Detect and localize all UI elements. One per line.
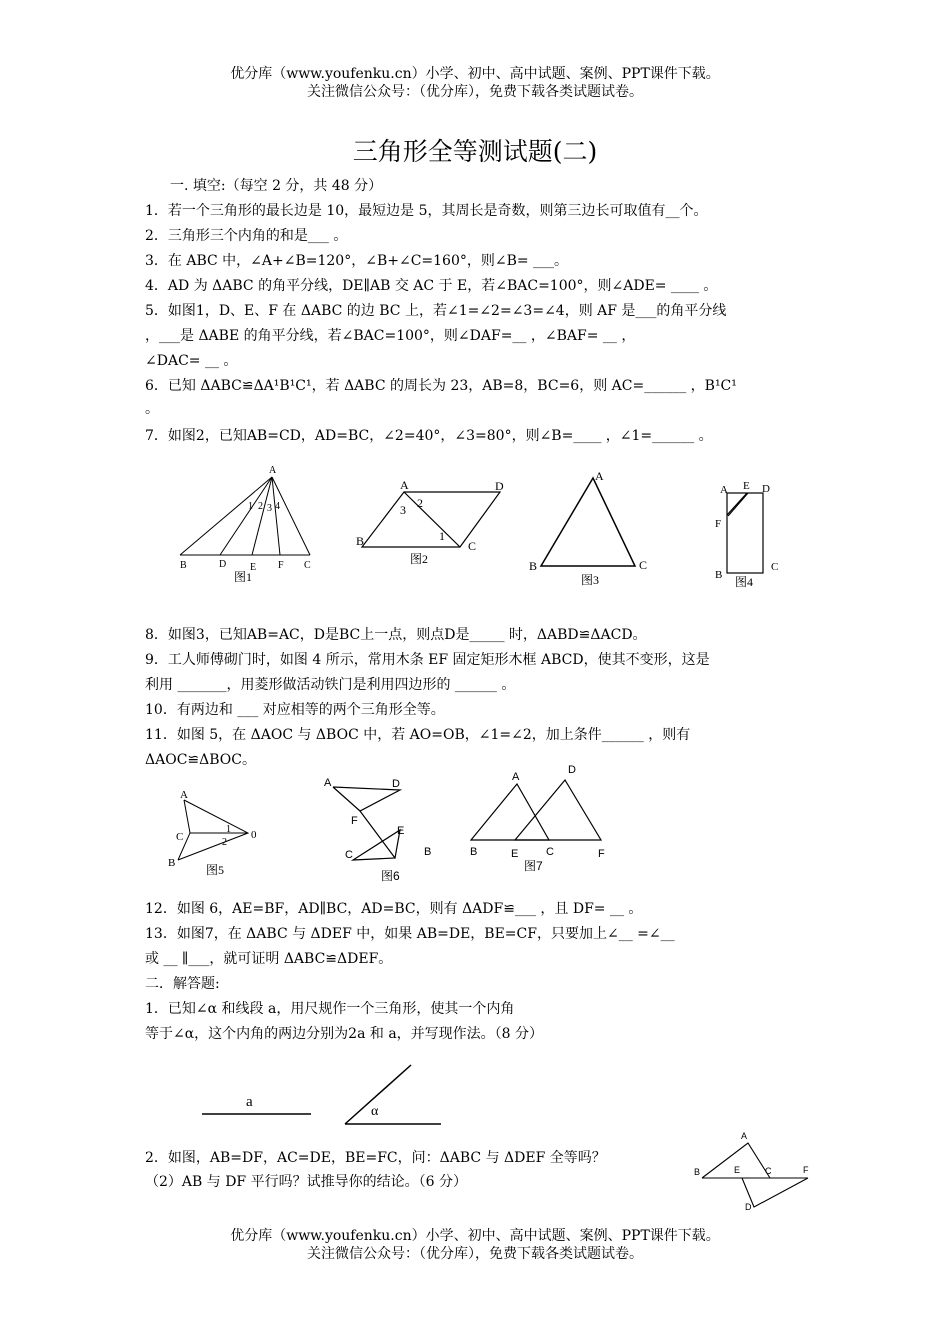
figure-7: [460, 760, 620, 880]
fig1-angle-4: 4: [275, 501, 280, 512]
fig2-label-D: D: [495, 479, 504, 493]
fig3-label-C: C: [639, 558, 648, 572]
fig2-label-B: B: [356, 534, 365, 548]
fig6-label-A: A: [324, 777, 332, 789]
fig1-caption: 图1: [234, 570, 253, 584]
question-8: 8．如图3，已知AB=AC，D是BC上一点，则点D是_____ 时，ΔABD≌ΔACD。: [145, 627, 647, 643]
question-12: 12．如图 6，AE=BF，AD∥BC，AD=BC，则有 ΔADF≌___ ，且 DF= __ 。: [145, 901, 643, 917]
question-2: 2．三角形三个内角的和是___ 。: [145, 228, 348, 244]
fig5-angle-1: 1: [226, 824, 231, 835]
segment-a-label: a: [246, 1094, 253, 1110]
figure-5: [160, 780, 270, 880]
fig3-label-A: A: [595, 469, 604, 483]
question-13-line-1: 13．如图7，在 ΔABC 与 ΔDEF 中，如果 AB=DE，BE=CF，只要加上∠__ =∠__: [145, 926, 675, 942]
question-1: 1．若一个三角形的最长边是 10，最短边是 5，其周长是奇数，则第三边长可取值有__个。: [145, 203, 708, 219]
fig6-label-E: E: [397, 825, 405, 837]
question-11-line-1: 11．如图 5，在 ΔAOC 与 ΔBOC 中，若 AO=OB，∠1=∠2，加上条件______ ，则有: [145, 727, 691, 743]
question-5-line-1: 5．如图1，D、E、F 在 ΔABC 的边 BC 上，若∠1=∠2=∠3=∠4，则 AF 是___的角平分线: [145, 303, 727, 319]
p2fig-label-D: D: [745, 1202, 752, 1212]
angle-alpha-label: α: [371, 1104, 379, 1119]
fig7-label-D: D: [568, 764, 576, 776]
question-5-line-3: ∠DAC= __ 。: [145, 353, 238, 369]
fig5-angle-2: 2: [222, 837, 227, 848]
question-3: 3．在 ABC 中，∠A+∠B=120°，∠B+∠C=160°，则∠B= ___。: [145, 253, 569, 269]
fig7-label-A: A: [512, 771, 520, 783]
figure-6: [315, 770, 445, 888]
fig2-caption: 图2: [410, 552, 429, 566]
question-5-line-2: ，___是 ΔABE 的角平分线，若∠BAC=100°，则∠DAF=__ ，∠BAF= __ ，: [145, 328, 636, 344]
fig5-label-B: B: [168, 857, 176, 869]
fig4-label-D: D: [762, 483, 770, 495]
fig2-label-C: C: [468, 539, 477, 553]
p2fig-label-B: B: [694, 1167, 701, 1177]
header-line-1: 优分库（www.youfenku.cn）小学、初中、高中试题、案例、PPT课件下载。: [230, 66, 720, 82]
fig7-label-C: C: [546, 846, 554, 858]
fig1-label-A: A: [269, 465, 277, 476]
fig2-angle-2: 2: [417, 496, 423, 510]
fig6-caption: 图6: [381, 869, 400, 883]
p2fig-label-C: C: [765, 1166, 772, 1176]
question-9-line-2: 利用 _______，用菱形做活动铁门是利用四边形的 ______ 。: [145, 677, 516, 693]
section-fill-blank-heading: 一. 填空:（每空 2 分，共 48 分）: [170, 178, 383, 194]
fig1-angle-1: 1: [248, 501, 253, 512]
fig1-label-E: E: [250, 562, 257, 573]
fig6-label-B: B: [424, 846, 432, 858]
section-answer-heading: 二．解答题:: [145, 976, 220, 992]
question-4: 4．AD 为 ΔABC 的角平分线，DE∥AB 交 AC 于 E，若∠BAC=100°，则∠ADE= ____ 。: [145, 278, 718, 294]
figure-1: [170, 460, 320, 590]
fig1-label-B: B: [180, 560, 187, 571]
problem-1-line-1: 1．已知∠α 和线段 a，用尺规作一个三角形，使其一个内角: [145, 1001, 515, 1017]
fig4-caption: 图4: [735, 575, 754, 589]
fig1-label-D: D: [219, 559, 227, 570]
fig3-caption: 图3: [581, 573, 600, 587]
fig7-label-F: F: [598, 848, 605, 860]
fig1-label-F: F: [278, 560, 284, 571]
footer-line-2: 关注微信公众号：（优分库），免费下载各类试题试卷。: [307, 1246, 643, 1262]
fig1-angle-2: 2: [258, 501, 263, 512]
p2fig-label-A: A: [741, 1131, 748, 1141]
problem-1-line-2: 等于∠α，这个内角的两边分别为2a 和 a，并写现作法。（8 分）: [145, 1026, 544, 1042]
fig4-label-C: C: [771, 561, 779, 573]
fig4-label-B: B: [715, 569, 723, 581]
fig1-angle-3: 3: [267, 503, 272, 514]
fig1-label-C: C: [304, 560, 311, 571]
figure-2: [350, 475, 510, 575]
fig4-label-F: F: [715, 518, 722, 530]
problem-2-line-2: （2）AB 与 DF 平行吗？试推导你的结论。（6 分）: [145, 1174, 467, 1190]
fig3-label-B: B: [529, 559, 538, 573]
fig6-label-D: D: [392, 778, 400, 790]
question-11-line-2: ΔAOC≌ΔBOC。: [145, 752, 256, 768]
fig5-label-O: 0: [251, 829, 257, 841]
fig7-label-E: E: [511, 848, 519, 860]
footer-line-1: 优分库（www.youfenku.cn）小学、初中、高中试题、案例、PPT课件下载。: [230, 1228, 720, 1244]
fig4-label-E: E: [743, 480, 750, 492]
fig6-label-F: F: [351, 815, 358, 827]
question-6-line-2: 。: [145, 401, 159, 417]
problem-1-figure: [195, 1060, 455, 1135]
fig2-angle-3: 3: [400, 503, 406, 517]
fig6-label-C: C: [345, 849, 353, 861]
fig7-caption: 图7: [524, 859, 543, 873]
question-10: 10．有两边和 ___ 对应相等的两个三角形全等。: [145, 702, 445, 718]
fig7-label-B: B: [470, 846, 478, 858]
fig5-label-C: C: [176, 831, 184, 843]
page-title: 三角形全等测试题(二): [352, 137, 598, 166]
p2fig-label-E: E: [734, 1165, 741, 1175]
fig2-label-A: A: [400, 478, 409, 492]
problem-2-line-1: 2．如图，AB=DF，AC=DE，BE=FC，问：ΔABC 与 ΔDEF 全等吗？: [145, 1150, 606, 1166]
question-9-line-1: 9．工人师傅砌门时，如图 4 所示，常用木条 EF 固定矩形木框 ABCD，使其不变形，这是: [145, 652, 710, 668]
fig5-caption: 图5: [206, 863, 225, 877]
figure-4: [705, 475, 785, 595]
question-7: 7．如图2，已知AB=CD，AD=BC，∠2=40°，∠3=80°，则∠B=____ ，∠1=______ 。: [145, 428, 713, 444]
header-line-2: 关注微信公众号：（优分库），免费下载各类试题试卷。: [307, 84, 643, 100]
fig4-label-A: A: [720, 484, 728, 496]
question-6-line-1: 6．已知 ΔABC≌ΔA¹B¹C¹，若 ΔABC 的周长为 23，AB=8，BC=6，则 AC=______ ，B¹C¹: [145, 378, 737, 394]
p2fig-label-F: F: [803, 1165, 809, 1175]
fig2-angle-1: 1: [439, 529, 445, 543]
problem-2-figure: [690, 1128, 815, 1218]
fig5-label-A: A: [180, 789, 188, 801]
figure-3: [525, 463, 655, 593]
question-13-line-2: 或 __ ∥___，就可证明 ΔABC≌ΔDEF。: [145, 951, 393, 967]
